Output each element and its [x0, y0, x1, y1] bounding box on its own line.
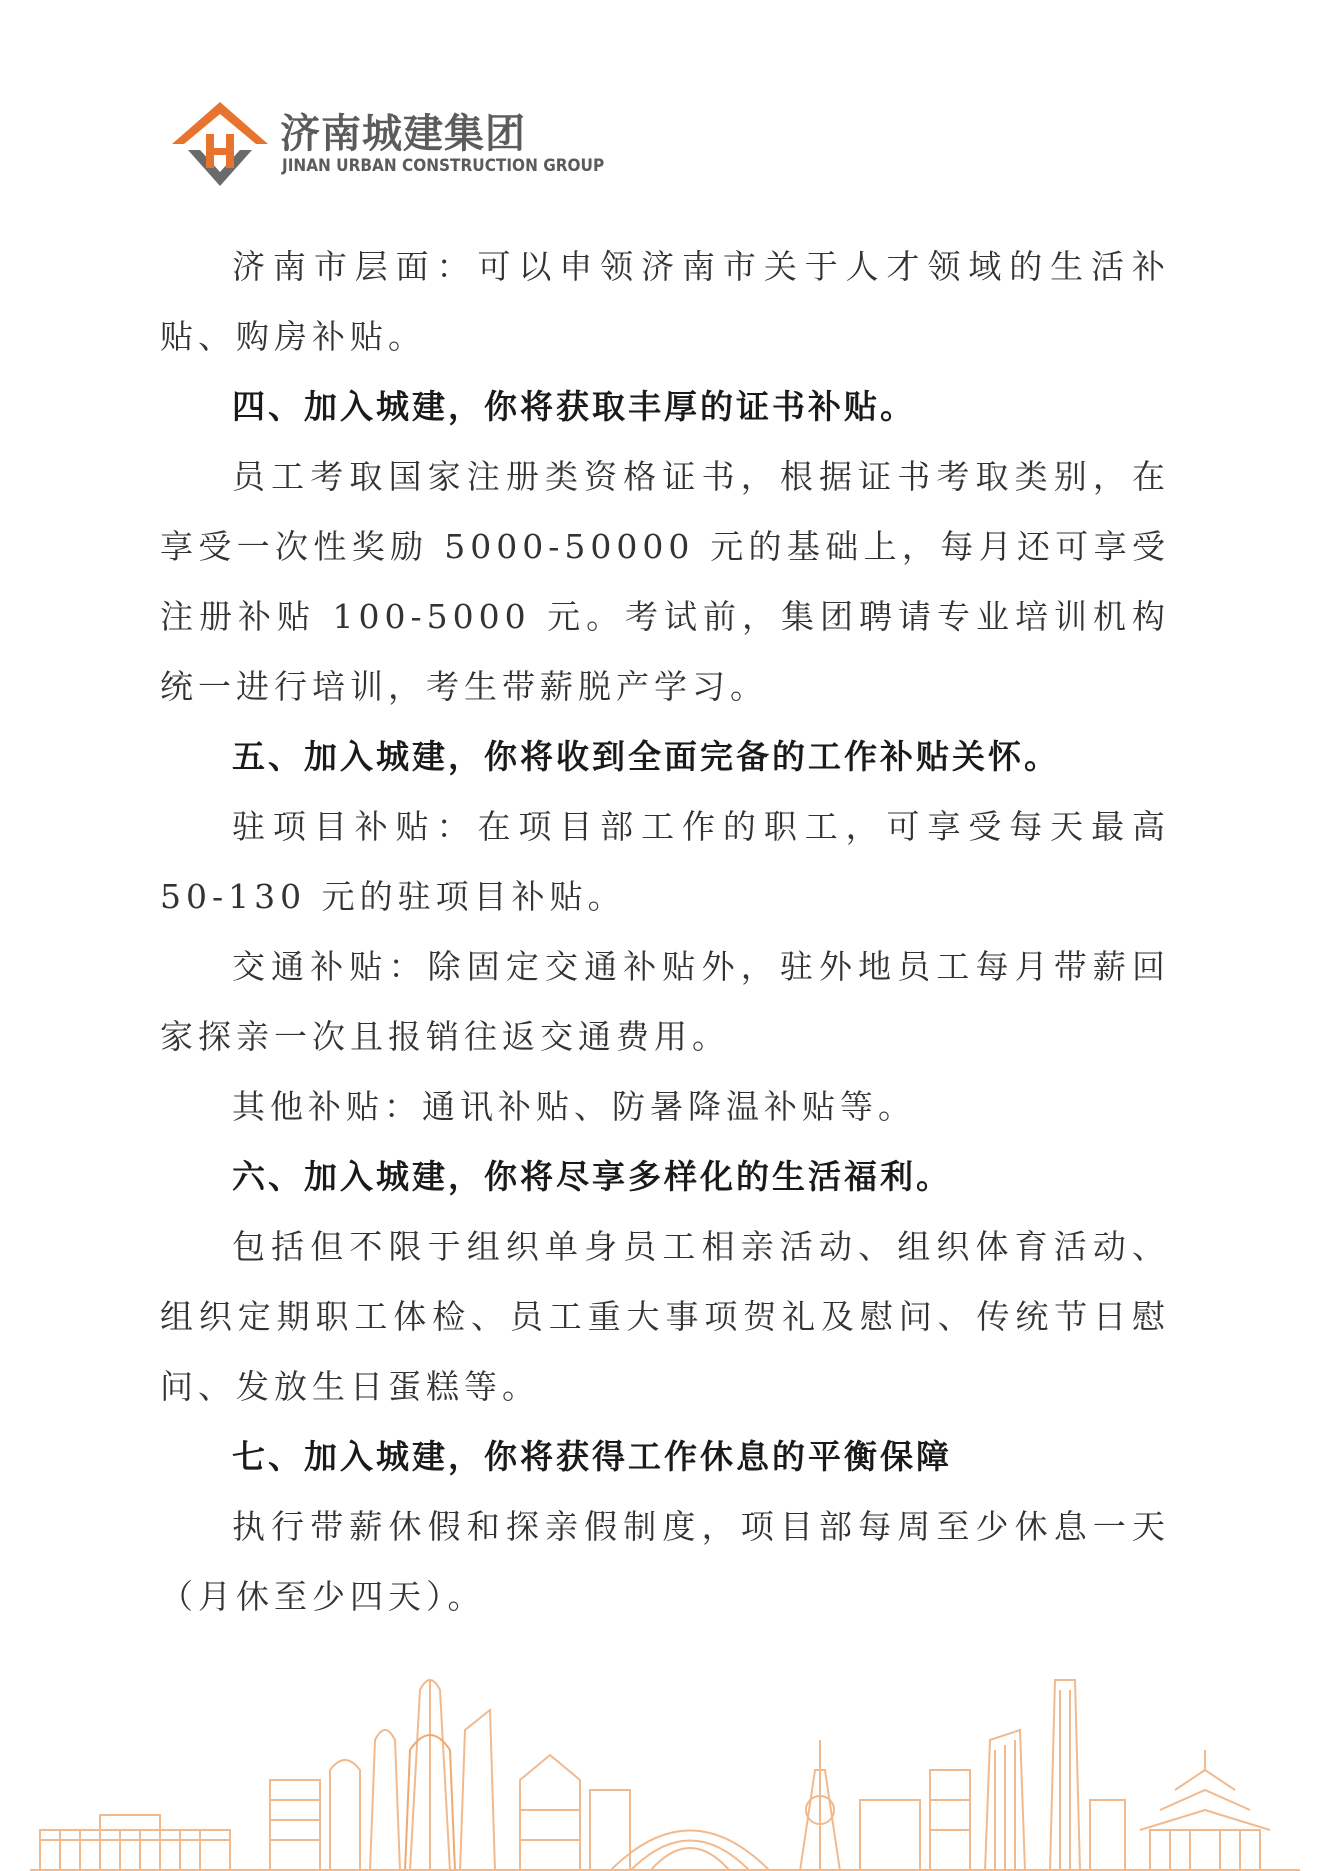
logo-mark-icon — [170, 100, 270, 190]
heading-work-rest-balance: 七、加入城建，你将获得工作休息的平衡保障 — [232, 1437, 952, 1476]
document-body — [160, 232, 1170, 1632]
logo-name-en: JINAN URBAN CONSTRUCTION GROUP — [282, 156, 605, 176]
paragraph-other-subsidy: 其他补贴：通讯补贴、防暑降温补贴等。 — [232, 1087, 916, 1126]
company-logo — [170, 100, 605, 190]
paragraph-life-welfare: 包括但不限于组织单身员工相亲活动、组织体育活动、组织定期职工体检、员工重大事项贺礼及慰问、传统节日慰问、发放生日蛋糕等。 — [160, 1227, 1170, 1406]
heading-work-subsidy: 五、加入城建，你将收到全面完备的工作补贴关怀。 — [232, 737, 1060, 776]
heading-life-welfare: 六、加入城建，你将尽享多样化的生活福利。 — [232, 1157, 952, 1196]
paragraph-leave-policy: 执行带薪休假和探亲假制度，项目部每周至少休息一天（月休至少四天）。 — [160, 1507, 1170, 1616]
paragraph-certificate-subsidy: 员工考取国家注册类资格证书，根据证书考取类别，在享受一次性奖励 5000-50000 元的基础上，每月还可享受注册补贴 100-5000 元。考试前，集团聘请专业培训机构统一进行培训，考生带薪脱产学习。 — [160, 457, 1170, 706]
paragraph-transport-subsidy: 交通补贴：除固定交通补贴外，驻外地员工每月带薪回家探亲一次且报销往返交通费用。 — [160, 947, 1170, 1056]
city-skyline-illustration — [0, 1660, 1323, 1871]
logo-name-cn: 济南城建集团 — [280, 111, 526, 157]
heading-certificate-subsidy: 四、加入城建，你将获取丰厚的证书补贴。 — [232, 387, 916, 426]
paragraph-project-subsidy: 驻项目补贴：在项目部工作的职工，可享受每天最高 50-130 元的驻项目补贴。 — [160, 807, 1170, 916]
paragraph-city-subsidy: 济南市层面：可以申领济南市关于人才领域的生活补贴、购房补贴。 — [160, 247, 1170, 356]
